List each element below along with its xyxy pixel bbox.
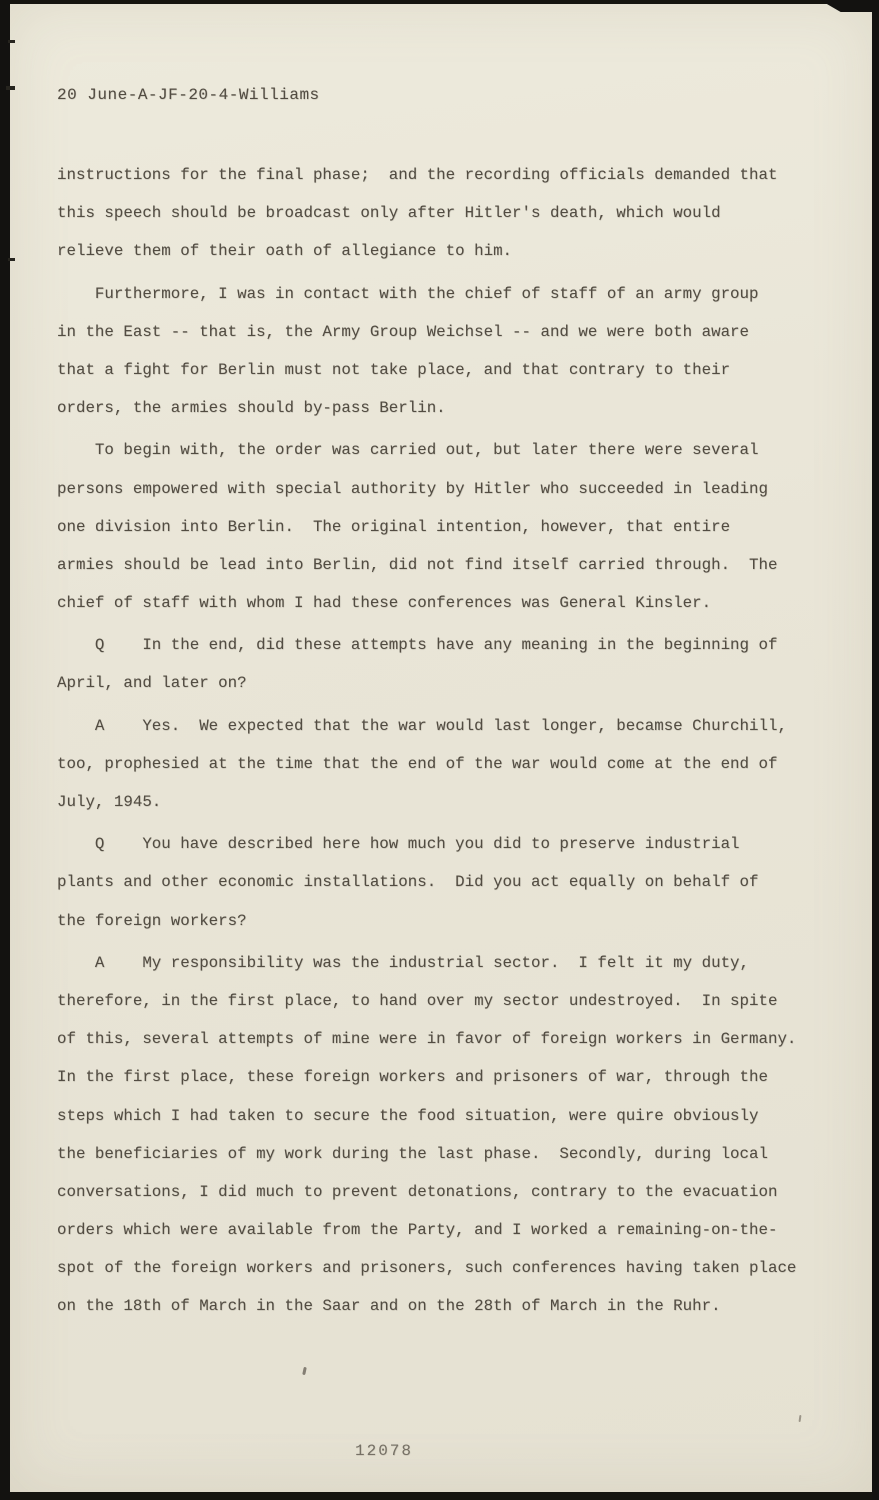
text-line: therefore, in the first place, to hand over my sector undestroyed. In spite [57, 991, 778, 1010]
text-line: spot of the foreign workers and prisoners, such conferences having taken place [57, 1259, 797, 1278]
text-line: Q In the end, did these attempts have any meaning in the beginning of [57, 636, 778, 655]
text-line: orders, the armies should by-pass Berlin. [57, 399, 446, 418]
text-line: of this, several attempts of mine were in favor of foreign workers in Germany. [57, 1030, 797, 1049]
text-line: plants and other economic installations. Did you act equally on behalf of [57, 873, 759, 892]
text-line: A My responsibility was the industrial sector. I felt it my duty, [57, 953, 750, 972]
text-line: too, prophesied at the time that the end of the war would come at the end of [57, 754, 778, 773]
scan-edge-left [0, 0, 10, 1500]
text-line: this speech should be broadcast only after Hitler's death, which would [57, 204, 721, 223]
scan-tick-mark [6, 86, 15, 90]
text-line: on the 18th of March in the Saar and on the 28th of March in the Ruhr. [57, 1297, 721, 1316]
scan-edge-bottom [0, 1492, 879, 1500]
text-line: armies should be lead into Berlin, did not find itself carried through. The [57, 555, 778, 574]
scan-speck [799, 1415, 802, 1422]
text-line: that a fight for Berlin must not take place, and that contrary to their [57, 360, 731, 379]
scan-speck [302, 1367, 307, 1375]
document-page [10, 4, 872, 1492]
paragraph [57, 944, 827, 1326]
text-line: A Yes. We expected that the war would last longer, becamse Churchill, [57, 716, 787, 735]
paragraph [57, 156, 827, 271]
paragraph [57, 707, 827, 822]
text-line: In the first place, these foreign workers and prisoners of war, through the [57, 1068, 768, 1087]
text-line: the beneficiaries of my work during the last phase. Secondly, during local [57, 1144, 768, 1163]
scan-edge-right [872, 0, 879, 1500]
text-line: conversations, I did much to prevent detonations, contrary to the evacuation [57, 1182, 778, 1201]
paragraph [57, 626, 827, 702]
text-line: Q You have described here how much you did to preserve industrial [57, 835, 740, 854]
transcript-body [57, 156, 827, 1330]
page-header: 20 June-A-JF-20-4-Williams [57, 86, 320, 104]
text-line: the foreign workers? [57, 911, 247, 930]
text-line: one division into Berlin. The original intention, however, that entire [57, 517, 731, 536]
text-line: instructions for the final phase; and the recording officials demanded that [57, 166, 778, 184]
page-number: 12078 [355, 1442, 414, 1460]
text-line: relieve them of their oath of allegiance to him. [57, 242, 513, 261]
text-line: steps which I had taken to secure the food situation, were quire obviously [57, 1106, 759, 1125]
scan-tick-mark [8, 258, 15, 261]
text-line: in the East -- that is, the Army Group Weichsel -- and we were both aware [57, 322, 750, 341]
text-line: April, and later on? [57, 674, 247, 693]
scan-edge-top [0, 0, 879, 4]
text-line: persons empowered with special authority by Hitler who succeeded in leading [57, 479, 768, 498]
text-line: orders which were available from the Party, and I worked a remaining-on-the- [57, 1221, 778, 1240]
text-line: July, 1945. [57, 793, 162, 811]
paragraph [57, 825, 827, 940]
text-line: Furthermore, I was in contact with the chief of staff of an army group [57, 284, 759, 303]
text-line: chief of staff with whom I had these conferences was General Kinsler. [57, 594, 712, 613]
text-line: To begin with, the order was carried out, but later there were several [57, 441, 759, 460]
scan-tick-mark [8, 40, 15, 43]
paragraph [57, 431, 827, 622]
paragraph [57, 275, 827, 428]
